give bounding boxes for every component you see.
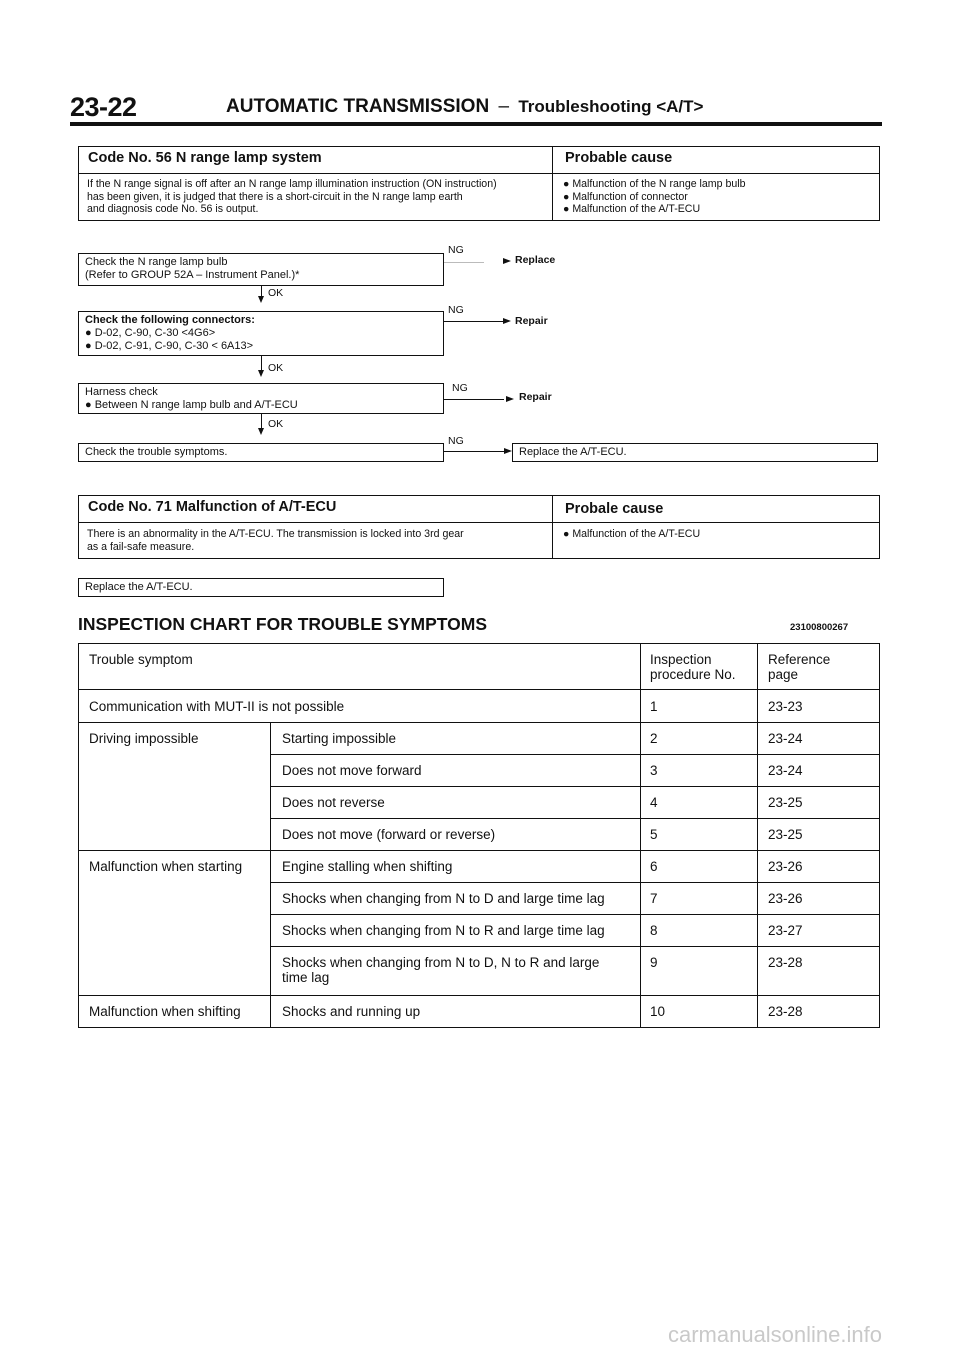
ng-line-2 (444, 321, 504, 322)
comm-page: 23-23 (768, 699, 803, 714)
title-main: AUTOMATIC TRANSMISSION (226, 96, 490, 117)
row-rule-3 (270, 786, 880, 787)
code71-causes: ● Malfunction of the A/T-ECU (563, 528, 701, 540)
row-rule-6 (270, 882, 880, 883)
row-page: 23-26 (768, 859, 803, 874)
row-procedure: 6 (650, 859, 658, 874)
group-shifting: Malfunction when shifting (89, 1004, 241, 1019)
code56-description: If the N range signal is off after an N range lamp illumination instruction (ON instruction) has been given, it is judged that there is a short-circuit in the N range lamp earth and diagnosis code No. 56 is output. (87, 178, 497, 215)
ok-label-3: OK (268, 418, 284, 430)
code71-col-divider (552, 495, 553, 559)
row-rule-4 (270, 818, 880, 819)
arrow-down-2 (258, 370, 264, 377)
row-page: 23-25 (768, 795, 803, 810)
row-sub: Shocks when changing from N to D, N to R and large time lag (282, 955, 600, 985)
row-procedure: 10 (650, 1004, 666, 1019)
row-rule-7 (270, 914, 880, 915)
row-sub: Shocks when changing from N to R and large time lag (282, 923, 605, 938)
row-page: 23-24 (768, 763, 803, 778)
row-rule-9 (78, 995, 880, 996)
arrow-down-1 (258, 296, 264, 303)
ng-line-4 (444, 451, 506, 452)
arrow-right-2 (503, 318, 511, 324)
watermark: carmanualsonline.info (667, 1322, 882, 1347)
header-procedure: Inspection procedure No. (650, 652, 736, 682)
row-rule-2 (270, 754, 880, 755)
row-sub: Does not move forward (282, 763, 422, 778)
flow-step3: Harness check ● Between N range lamp bulb and A/T-ECU (78, 383, 444, 414)
row-page: 23-25 (768, 827, 803, 842)
group-driving: Driving impossible (89, 731, 199, 746)
ng-label-4: NG (448, 435, 464, 447)
ok-label-2: OK (268, 362, 284, 374)
row-procedure: 8 (650, 923, 658, 938)
page-title (226, 96, 703, 118)
ng-label-3: NG (452, 382, 468, 394)
ok-line-3 (261, 414, 262, 428)
row-sub: Shocks when changing from N to D and large time lag (282, 891, 605, 906)
row-procedure: 5 (650, 827, 658, 842)
ok-line-1 (261, 286, 262, 296)
code56-divider (78, 173, 880, 174)
arrow-right-4 (504, 448, 512, 454)
row-procedure: 7 (650, 891, 658, 906)
group-starting: Malfunction when starting (89, 859, 243, 874)
result-1: Replace (515, 254, 556, 266)
chart-code: 23100800267 (790, 622, 849, 633)
flow-step2: Check the following connectors: ● D-02, C-90, C-30 <4G6> ● D-02, C-91, C-90, C-30 < 6A13> (78, 311, 444, 356)
row-sub: Does not move (forward or reverse) (282, 827, 496, 842)
col-sub (270, 722, 271, 1028)
result-2: Repair (515, 315, 548, 327)
flow-step1: Check the N range lamp bulb (Refer to GROUP 52A – Instrument Panel.)* (78, 253, 444, 286)
title-sub: Troubleshooting <A/T> (518, 97, 704, 116)
comm-symptom: Communication with MUT-II is not possible (89, 699, 345, 714)
row-page: 23-27 (768, 923, 803, 938)
row-sub: Starting impossible (282, 731, 397, 746)
col-procedure (640, 643, 641, 1028)
row-page: 23-24 (768, 731, 803, 746)
row-procedure: 3 (650, 763, 658, 778)
code56-col-divider (552, 146, 553, 221)
row-rule-comm (78, 722, 880, 723)
arrow-down-3 (258, 428, 264, 435)
row-page: 23-28 (768, 1004, 803, 1019)
header-symptom: Trouble symptom (89, 652, 193, 667)
row-rule-header (78, 689, 880, 690)
result-3: Repair (519, 391, 552, 403)
code56-title: Code No. 56 N range lamp system (88, 150, 322, 166)
code71-description: There is an abnormality in the A/T-ECU. The transmission is locked into 3rd gear as a fail-safe measure. (87, 528, 464, 553)
row-rule-5 (78, 850, 880, 851)
header-reference: Reference page (768, 652, 831, 682)
result-4-box: Replace the A/T-ECU. (512, 443, 878, 462)
row-page: 23-26 (768, 891, 803, 906)
row-sub: Engine stalling when shifting (282, 859, 453, 874)
ng-line-3 (444, 399, 504, 400)
row-sub: Shocks and running up (282, 1004, 421, 1019)
header-rule (70, 122, 882, 126)
code71-title: Code No. 71 Malfunction of A/T-ECU (88, 499, 337, 515)
code56-cause-header: Probable cause (565, 150, 673, 166)
code56-causes: ● Malfunction of the N range lamp bulb ● Malfunction of connector ● Malfunction of the A/T-ECU (563, 178, 746, 215)
row-procedure: 4 (650, 795, 658, 810)
page-number: 23-22 (70, 92, 137, 122)
ok-line-2 (261, 356, 262, 370)
col-reference (757, 643, 758, 1028)
comm-procedure: 1 (650, 699, 658, 714)
ok-label-1: OK (268, 287, 284, 299)
row-procedure: 2 (650, 731, 658, 746)
row-page: 23-28 (768, 955, 803, 970)
row-sub: Does not reverse (282, 795, 385, 810)
ng-line-1 (444, 262, 484, 263)
row-rule-8 (270, 946, 880, 947)
arrow-right-3 (506, 396, 514, 402)
ng-label-2: NG (448, 304, 464, 316)
code71-cause-header: Probale cause (565, 501, 664, 517)
arrow-right-1 (503, 258, 511, 264)
ng-label-1: NG (448, 244, 464, 256)
flow-step4: Check the trouble symptoms. (78, 443, 444, 462)
code71-action: Replace the A/T-ECU. (78, 578, 444, 597)
code71-divider (78, 522, 880, 523)
row-procedure: 9 (650, 955, 658, 970)
chart-heading: INSPECTION CHART FOR TROUBLE SYMPTOMS (78, 614, 487, 634)
title-dash: – (498, 96, 510, 117)
